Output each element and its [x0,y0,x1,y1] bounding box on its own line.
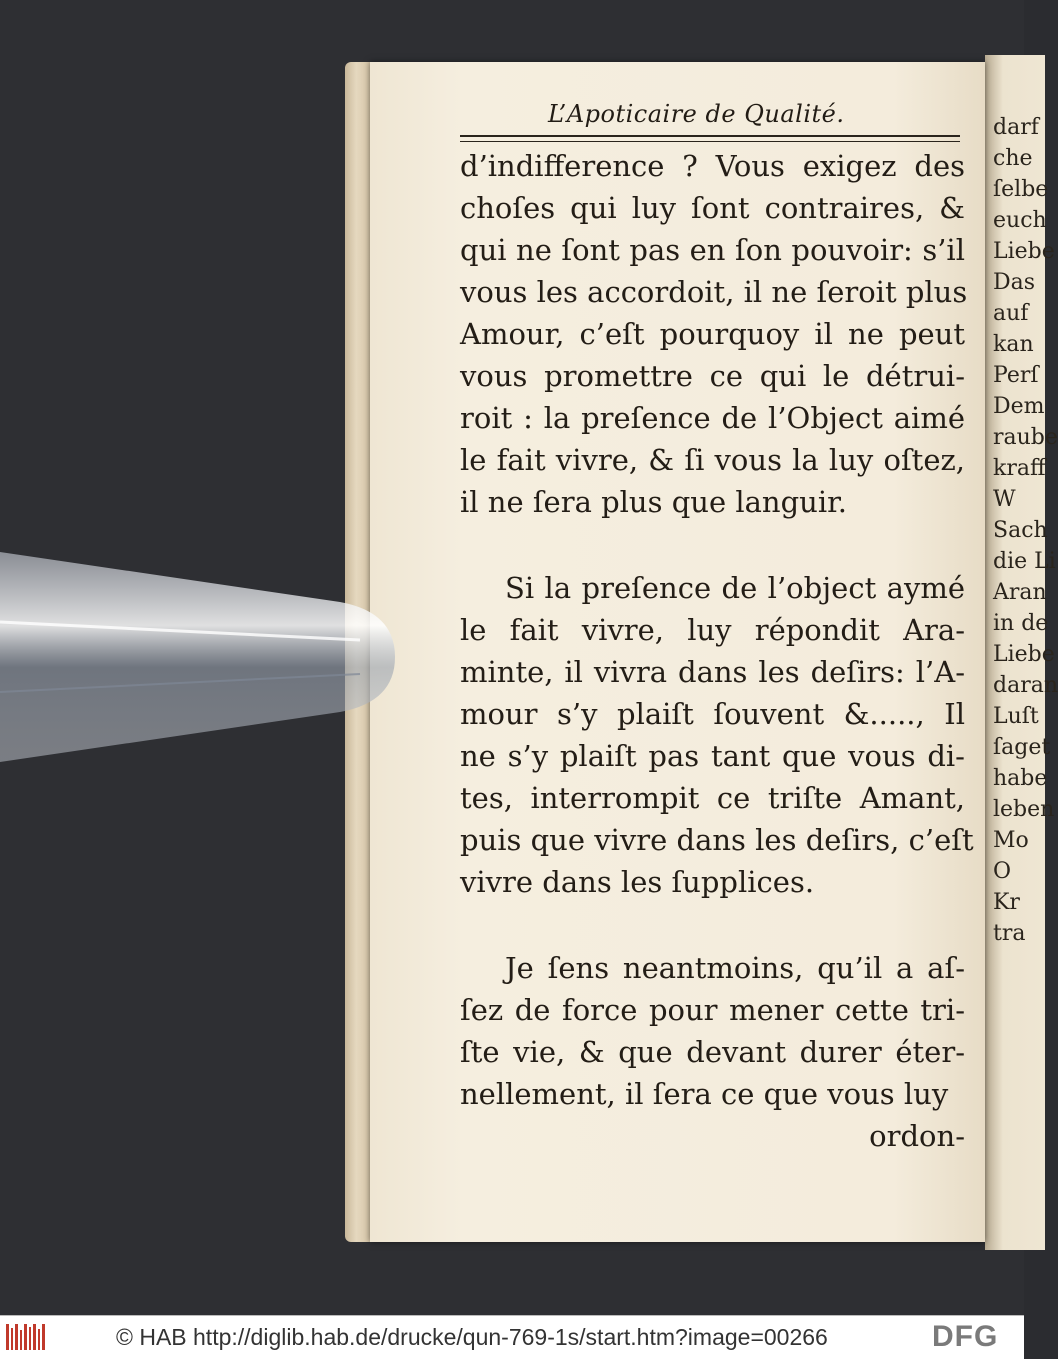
paragraph-gap [460,523,965,567]
text-line: Amour, c’eſt pourquoy il ne peut [460,317,965,351]
next-page-fragment: darf [993,115,1039,140]
next-page-fragment: ſelbe [993,177,1049,202]
running-head: L’Apoticaire de Qualité. [548,100,845,128]
next-page-fragment: Das [993,270,1036,295]
next-page-fragment: Sach [993,518,1048,543]
text-line: Si la preſence de l’object aymé [505,571,965,605]
next-page-fragment: Luſt [993,704,1039,729]
next-page-fragment: tra [993,921,1026,946]
next-page-text [993,112,1058,949]
bookmark-blade-icon [0,552,400,762]
text-line: Je ſens neantmoins, qu’il a aſ- [505,951,965,985]
head-rule [460,135,960,142]
text-line: minte, il vivra dans les deſirs: l’A- [460,655,965,689]
next-page-fragment: daran [993,673,1058,698]
next-page-fragment: in de [993,611,1049,636]
hab-barcode-icon [6,1324,46,1350]
text-line: choſes qui luy ſont contraires, & [460,191,965,225]
next-page-fragment: W [993,487,1016,512]
next-page-fragment: O [993,859,1012,884]
next-page-fragment: che [993,146,1033,171]
book-fore-edge [345,62,373,1242]
text-line: il ne ſera plus que languir. [460,485,847,519]
next-page-fragment: Dem [993,394,1045,419]
next-page-fragment: kan [993,332,1034,357]
copyright-link[interactable]: © HAB http://diglib.hab.de/drucke/qun-769-1s/start.htm?image=00266 [116,1324,828,1350]
text-line: vous les accordoit, il ne ſeroit plus [460,275,968,309]
text-line: nellement, il ſera ce que vous luy [460,1077,949,1111]
footer-bar [0,1315,1024,1359]
next-page-fragment: auf [993,301,1029,326]
next-page-fragment: euch [993,208,1047,233]
text-line: ne s’y plaiſt pas tant que vous di- [460,739,965,773]
text-line: mour s’y plaiſt ſouvent &....., Il [460,697,965,731]
catchword: ordon- [869,1119,965,1153]
next-page-fragment: Liebe [993,642,1055,667]
text-line: roit : la preſence de l’Object aimé [460,401,965,435]
text-line: ſte vie, & que devant durer éter- [460,1035,965,1069]
text-line: vous promettre ce qui le détrui- [460,359,965,393]
next-page-fragment: Kr [993,890,1020,915]
next-page-fragment: leben [993,797,1055,822]
text-line: le fait vivre, luy répondit Ara- [460,613,965,647]
text-line: le fait vivre, & ſi vous la luy oſtez, [460,443,965,477]
dfg-logo: DFG [932,1320,999,1353]
next-page-fragment: Aran [993,580,1047,605]
next-page-fragment: kraff [993,456,1046,481]
next-page-fragment: Perſ [993,363,1039,388]
text-line: d’indifference ? Vous exigez des [460,149,965,183]
text-line: qui ne ſont pas en ſon pouvoir: s’il [460,233,965,267]
text-line: ſez de force pour mener cette tri- [460,993,965,1027]
page-text [460,145,974,1157]
next-page-fragment: raube [993,425,1058,450]
next-page-fragment: habe [993,766,1048,791]
next-page-fragment: Liebe [993,239,1055,264]
text-line: tes, interrompit ce triſte Amant, [460,781,965,815]
next-page-fragment: Mo [993,828,1029,853]
paragraph-gap [460,903,965,947]
text-line: vivre dans les ſupplices. [460,865,815,899]
text-line: puis que vivre dans les deſirs, c’eſt [460,823,974,857]
next-page-fragment: die Li [993,549,1056,574]
next-page-fragment: ſaget [993,735,1051,760]
